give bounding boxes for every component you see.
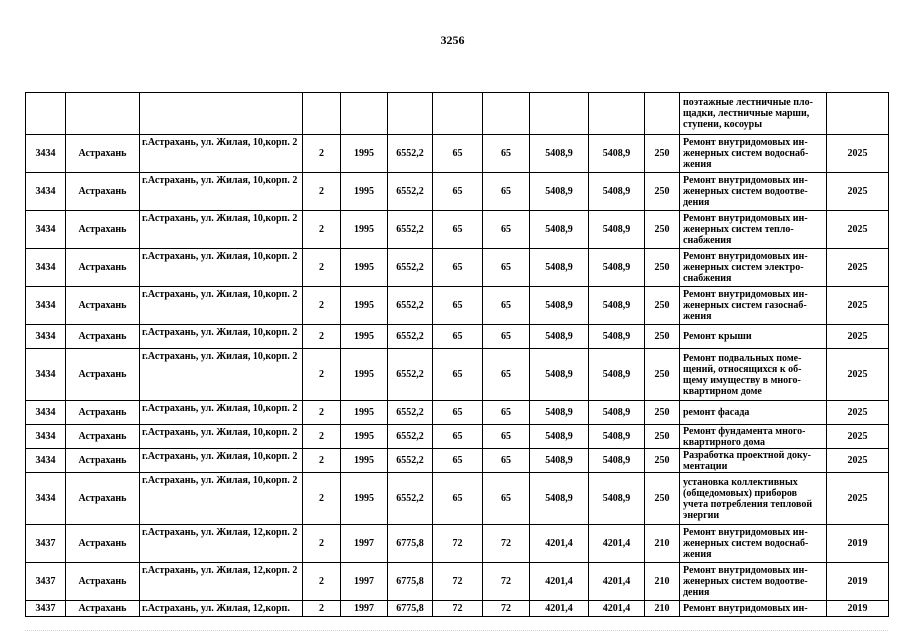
- cell-floors: 2: [303, 425, 341, 449]
- cell-build-year: 1995: [341, 349, 388, 401]
- cell-house-code: 3434: [26, 135, 66, 173]
- cell-work-type: Ремонт внутридомовых ин-женерных систем водоотве-дения: [680, 173, 827, 211]
- cell-area-2: 4201,4: [589, 601, 645, 617]
- cell-city: Астрахань: [66, 473, 140, 525]
- cell-city: Астрахань: [66, 563, 140, 601]
- cell-house-code: 3434: [26, 325, 66, 349]
- cell-empty: [483, 93, 530, 135]
- cell-total-area: 6552,2: [388, 249, 433, 287]
- cell-floors: 2: [303, 525, 341, 563]
- cell-count-1: 65: [433, 425, 483, 449]
- cell-count-1: 65: [433, 401, 483, 425]
- cell-floors: 2: [303, 349, 341, 401]
- cell-plan-year: 2025: [827, 449, 889, 473]
- cell-address: г.Астрахань, ул. Жилая, 10,корп. 2: [140, 173, 303, 211]
- cell-build-year: 1995: [341, 135, 388, 173]
- cell-house-code: 3434: [26, 449, 66, 473]
- cell-address: г.Астрахань, ул. Жилая, 10,корп. 2: [140, 287, 303, 325]
- cell-address: г.Астрахань, ул. Жилая, 10,корп. 2: [140, 249, 303, 287]
- cell-area-1: 5408,9: [530, 135, 589, 173]
- cell-count-2: 65: [483, 249, 530, 287]
- cell-total-area: 6552,2: [388, 173, 433, 211]
- cell-empty: [645, 93, 680, 135]
- cell-count-1: 65: [433, 349, 483, 401]
- cell-plan-year: 2025: [827, 287, 889, 325]
- cell-work-type: Ремонт внутридомовых ин-женерных систем водоснаб-жения: [680, 135, 827, 173]
- cell-area-1: 4201,4: [530, 525, 589, 563]
- table-row: [26, 287, 889, 325]
- cell-build-year: 1995: [341, 249, 388, 287]
- cell-total-area: 6552,2: [388, 449, 433, 473]
- table-row: [26, 425, 889, 449]
- cell-area-2: 5408,9: [589, 173, 645, 211]
- cell-count-1: 65: [433, 173, 483, 211]
- cell-floors: 2: [303, 473, 341, 525]
- cell-floors: 2: [303, 449, 341, 473]
- cell-build-year: 1995: [341, 425, 388, 449]
- cell-empty: [388, 93, 433, 135]
- cell-work-type: ремонт фасада: [680, 401, 827, 425]
- table-row: [26, 401, 889, 425]
- cell-city: Астрахань: [66, 249, 140, 287]
- cell-count-1: 65: [433, 449, 483, 473]
- cell-area-1: 5408,9: [530, 349, 589, 401]
- cell-count-2: 65: [483, 287, 530, 325]
- cell-address: г.Астрахань, ул. Жилая, 10,корп. 2: [140, 135, 303, 173]
- cell-plan-year: 2025: [827, 135, 889, 173]
- cell-build-year: 1995: [341, 287, 388, 325]
- cell-total-area: 6775,8: [388, 601, 433, 617]
- cell-floors: 2: [303, 173, 341, 211]
- table-row: [26, 135, 889, 173]
- cell-empty: [303, 93, 341, 135]
- cell-work-type: Ремонт фундамента много-квартирного дома: [680, 425, 827, 449]
- cell-house-code: 3434: [26, 249, 66, 287]
- cell-floors: 2: [303, 211, 341, 249]
- cell-area-1: 4201,4: [530, 601, 589, 617]
- cell-count-2: 72: [483, 563, 530, 601]
- cell-plan-year: 2019: [827, 601, 889, 617]
- cell-area-2: 5408,9: [589, 473, 645, 525]
- cell-residents: 250: [645, 325, 680, 349]
- cell-floors: 2: [303, 249, 341, 287]
- cell-floors: 2: [303, 135, 341, 173]
- cell-floors: 2: [303, 287, 341, 325]
- cell-area-1: 5408,9: [530, 449, 589, 473]
- cell-work-type: Ремонт внутридомовых ин-женерных систем электро-снабжения: [680, 249, 827, 287]
- cell-work-type: Ремонт подвальных поме-щений, относящихся к об-щему имуществу в много-квартирном доме: [680, 349, 827, 401]
- cell-residents: 250: [645, 173, 680, 211]
- cell-build-year: 1995: [341, 473, 388, 525]
- cell-count-2: 65: [483, 473, 530, 525]
- cell-city: Астрахань: [66, 525, 140, 563]
- cell-total-area: 6775,8: [388, 525, 433, 563]
- cell-area-1: 5408,9: [530, 425, 589, 449]
- cell-area-1: 4201,4: [530, 563, 589, 601]
- cell-build-year: 1995: [341, 401, 388, 425]
- cell-city: Астрахань: [66, 401, 140, 425]
- cell-plan-year: 2025: [827, 249, 889, 287]
- table-row: [26, 173, 889, 211]
- cell-address: г.Астрахань, ул. Жилая, 10,корп. 2: [140, 401, 303, 425]
- cell-house-code: 3434: [26, 211, 66, 249]
- cell-count-1: 65: [433, 287, 483, 325]
- cell-area-1: 5408,9: [530, 173, 589, 211]
- cell-city: Астрахань: [66, 135, 140, 173]
- cell-count-2: 65: [483, 135, 530, 173]
- page-bottom-edge: [25, 630, 888, 635]
- cell-city: Астрахань: [66, 349, 140, 401]
- cell-residents: 250: [645, 349, 680, 401]
- cell-floors: 2: [303, 601, 341, 617]
- cell-floors: 2: [303, 325, 341, 349]
- cell-area-2: 5408,9: [589, 349, 645, 401]
- cell-count-2: 65: [483, 425, 530, 449]
- cell-count-2: 72: [483, 525, 530, 563]
- cell-build-year: 1995: [341, 449, 388, 473]
- cell-area-1: 5408,9: [530, 401, 589, 425]
- cell-count-1: 72: [433, 525, 483, 563]
- cell-city: Астрахань: [66, 287, 140, 325]
- cell-build-year: 1997: [341, 563, 388, 601]
- cell-area-2: 4201,4: [589, 563, 645, 601]
- cell-count-1: 65: [433, 325, 483, 349]
- cell-build-year: 1995: [341, 325, 388, 349]
- cell-floors: 2: [303, 401, 341, 425]
- cell-residents: 210: [645, 525, 680, 563]
- cell-area-1: 5408,9: [530, 249, 589, 287]
- cell-area-2: 5408,9: [589, 287, 645, 325]
- cell-area-1: 5408,9: [530, 325, 589, 349]
- cell-count-2: 65: [483, 449, 530, 473]
- cell-residents: 250: [645, 473, 680, 525]
- cell-plan-year: 2025: [827, 473, 889, 525]
- cell-city: Астрахань: [66, 325, 140, 349]
- cell-house-code: 3437: [26, 563, 66, 601]
- cell-empty: [589, 93, 645, 135]
- cell-total-area: 6552,2: [388, 287, 433, 325]
- table-row: [26, 449, 889, 473]
- cell-address: г.Астрахань, ул. Жилая, 10,корп. 2: [140, 425, 303, 449]
- cell-count-2: 65: [483, 349, 530, 401]
- table-row: [26, 325, 889, 349]
- cell-plan-year: 2025: [827, 401, 889, 425]
- cell-residents: 250: [645, 135, 680, 173]
- cell-area-2: 5408,9: [589, 401, 645, 425]
- cell-city: Астрахань: [66, 425, 140, 449]
- cell-house-code: 3434: [26, 349, 66, 401]
- cell-total-area: 6552,2: [388, 349, 433, 401]
- table-row-continued: [26, 93, 889, 135]
- cell-plan-year: 2025: [827, 325, 889, 349]
- repair-program-table: [25, 92, 889, 617]
- table-row: [26, 249, 889, 287]
- cell-total-area: 6552,2: [388, 211, 433, 249]
- cell-work-type: Ремонт внутридомовых ин-женерных систем водоотве-дения: [680, 563, 827, 601]
- cell-address: г.Астрахань, ул. Жилая, 12,корп. 2: [140, 563, 303, 601]
- cell-count-1: 65: [433, 211, 483, 249]
- cell-address: г.Астрахань, ул. Жилая, 10,корп. 2: [140, 349, 303, 401]
- cell-build-year: 1997: [341, 525, 388, 563]
- cell-empty: [26, 93, 66, 135]
- cell-count-2: 65: [483, 173, 530, 211]
- cell-area-1: 5408,9: [530, 211, 589, 249]
- cell-residents: 250: [645, 425, 680, 449]
- cell-city: Астрахань: [66, 173, 140, 211]
- cell-count-1: 65: [433, 249, 483, 287]
- cell-house-code: 3437: [26, 525, 66, 563]
- cell-address: г.Астрахань, ул. Жилая, 10,корп. 2: [140, 325, 303, 349]
- table-body: [26, 93, 889, 617]
- cell-area-2: 5408,9: [589, 211, 645, 249]
- cell-address: г.Астрахань, ул. Жилая, 10,корп. 2: [140, 211, 303, 249]
- cell-total-area: 6552,2: [388, 473, 433, 525]
- cell-plan-year: 2019: [827, 525, 889, 563]
- cell-total-area: 6552,2: [388, 135, 433, 173]
- cell-house-code: 3437: [26, 601, 66, 617]
- table-row: [26, 211, 889, 249]
- cell-count-1: 72: [433, 563, 483, 601]
- cell-plan-year: 2025: [827, 211, 889, 249]
- cell-count-2: 72: [483, 601, 530, 617]
- table-row: [26, 563, 889, 601]
- cell-total-area: 6775,8: [388, 563, 433, 601]
- cell-count-1: 65: [433, 473, 483, 525]
- cell-house-code: 3434: [26, 287, 66, 325]
- cell-plan-year: 2019: [827, 563, 889, 601]
- cell-build-year: 1997: [341, 601, 388, 617]
- cell-count-2: 65: [483, 211, 530, 249]
- cell-address: г.Астрахань, ул. Жилая, 10,корп. 2: [140, 449, 303, 473]
- cell-work-type: Ремонт крыши: [680, 325, 827, 349]
- cell-count-2: 65: [483, 325, 530, 349]
- cell-city: Астрахань: [66, 211, 140, 249]
- cell-empty: [140, 93, 303, 135]
- cell-residents: 210: [645, 563, 680, 601]
- cell-work-type: поэтажные лестничные пло-щадки, лестничные марши, ступени, косоуры: [680, 93, 827, 135]
- cell-empty: [66, 93, 140, 135]
- cell-work-type: установка коллективных (общедомовых) приборов учета потребления тепловой энергии: [680, 473, 827, 525]
- cell-work-type: Ремонт внутридомовых ин-женерных систем водоснаб-жения: [680, 525, 827, 563]
- cell-empty: [433, 93, 483, 135]
- cell-build-year: 1995: [341, 211, 388, 249]
- cell-residents: 250: [645, 211, 680, 249]
- cell-total-area: 6552,2: [388, 425, 433, 449]
- cell-total-area: 6552,2: [388, 325, 433, 349]
- cell-residents: 250: [645, 249, 680, 287]
- cell-area-2: 5408,9: [589, 249, 645, 287]
- cell-count-1: 65: [433, 135, 483, 173]
- cell-work-type: Ремонт внутридомовых ин-: [680, 601, 827, 617]
- cell-plan-year: 2025: [827, 349, 889, 401]
- cell-floors: 2: [303, 563, 341, 601]
- table-row: [26, 525, 889, 563]
- cell-build-year: 1995: [341, 173, 388, 211]
- table-row: [26, 349, 889, 401]
- cell-city: Астрахань: [66, 449, 140, 473]
- cell-house-code: 3434: [26, 173, 66, 211]
- table-row: [26, 601, 889, 617]
- cell-plan-year: 2025: [827, 173, 889, 211]
- cell-area-2: 5408,9: [589, 449, 645, 473]
- cell-area-2: 5408,9: [589, 135, 645, 173]
- cell-work-type: Ремонт внутридомовых ин-женерных систем тепло-снабжения: [680, 211, 827, 249]
- cell-area-2: 5408,9: [589, 425, 645, 449]
- cell-plan-year: 2025: [827, 425, 889, 449]
- cell-house-code: 3434: [26, 473, 66, 525]
- cell-address: г.Астрахань, ул. Жилая, 12,корп.: [140, 601, 303, 617]
- cell-area-2: 4201,4: [589, 525, 645, 563]
- cell-total-area: 6552,2: [388, 401, 433, 425]
- cell-residents: 250: [645, 401, 680, 425]
- cell-area-1: 5408,9: [530, 473, 589, 525]
- cell-residents: 210: [645, 601, 680, 617]
- cell-house-code: 3434: [26, 425, 66, 449]
- cell-house-code: 3434: [26, 401, 66, 425]
- cell-work-type: Разработка проектной доку-ментации: [680, 449, 827, 473]
- cell-count-2: 65: [483, 401, 530, 425]
- cell-area-2: 5408,9: [589, 325, 645, 349]
- cell-empty: [827, 93, 889, 135]
- cell-empty: [530, 93, 589, 135]
- cell-residents: 250: [645, 287, 680, 325]
- cell-area-1: 5408,9: [530, 287, 589, 325]
- table-row: [26, 473, 889, 525]
- page-number: 3256: [440, 33, 465, 47]
- cell-work-type: Ремонт внутридомовых ин-женерных систем газоснаб-жения: [680, 287, 827, 325]
- cell-empty: [341, 93, 388, 135]
- cell-city: Астрахань: [66, 601, 140, 617]
- cell-address: г.Астрахань, ул. Жилая, 10,корп. 2: [140, 473, 303, 525]
- cell-count-1: 72: [433, 601, 483, 617]
- cell-address: г.Астрахань, ул. Жилая, 12,корп. 2: [140, 525, 303, 563]
- cell-residents: 250: [645, 449, 680, 473]
